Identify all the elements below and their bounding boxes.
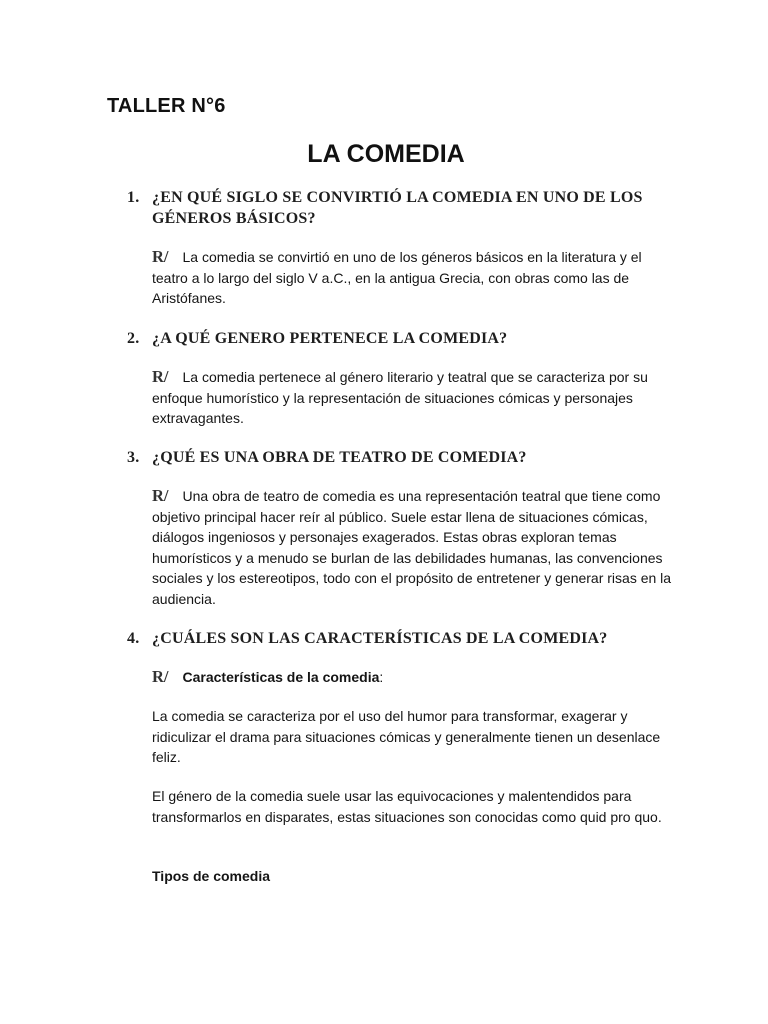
- question-number: 3.: [127, 449, 140, 466]
- answer-text: Una obra de teatro de comedia es una representación teatral que tiene como objetivo principal hacer reír al público. Suele estar llena de situaciones cómicas, diálogos ingeniosos y personajes exagerados. Estas obras exploran temas humorísticos y a menudo se burlan de las debilidades humanas, las convenciones sociales y los estereotipos, todo con el propósito de entretener y generar risas en la audiencia.: [152, 488, 672, 607]
- answer-1: [152, 247, 672, 309]
- characteristics-heading: Características de la comedia: [182, 669, 380, 685]
- question-number: 2.: [127, 330, 140, 347]
- answer-3: [152, 486, 672, 609]
- section-subheading: Tipos de comedia: [152, 868, 270, 884]
- question-text: ¿CUÁLES SON LAS CARACTERÍSTICAS DE LA COMEDIA?: [152, 630, 608, 647]
- page-title: LA COMEDIA: [307, 140, 465, 168]
- answer-text: La comedia pertenece al género literario y teatral que se caracteriza por su enfoque humorístico y la representación de situaciones cómicas y personajes extravagantes.: [152, 369, 648, 426]
- question-text: ¿A QUÉ GENERO PERTENECE LA COMEDIA?: [152, 330, 508, 347]
- answer-marker: R/: [152, 247, 169, 266]
- paragraph: El género de la comedia suele usar las equivocaciones y malentendidos para transformarlos en disparates, estas situaciones son conocidas como quid pro quo.: [152, 788, 662, 825]
- question-4: [127, 628, 657, 649]
- answer-text: La comedia se convirtió en uno de los géneros básicos en la literatura y el teatro a lo largo del siglo V a.C., en la antigua Grecia, con obras como las de Aristófanes.: [152, 249, 642, 306]
- question-text: ¿EN QUÉ SIGLO SE CONVIRTIÓ LA COMEDIA EN UNO DE LOS GÉNEROS BÁSICOS?: [152, 189, 643, 227]
- answer-marker: R/: [152, 486, 169, 505]
- paragraph: La comedia se caracteriza por el uso del humor para transformar, exagerar y ridiculizar el drama para situaciones cómicas y generalmente tienen un desenlace feliz.: [152, 708, 661, 765]
- question-1: [127, 187, 657, 229]
- heading-colon: :: [379, 669, 384, 685]
- answer-marker: R/: [152, 667, 169, 686]
- answer-marker: R/: [152, 367, 169, 386]
- question-text: ¿QUÉ ES UNA OBRA DE TEATRO DE COMEDIA?: [152, 449, 527, 466]
- workshop-label: TALLER N°6: [107, 95, 226, 117]
- question-number: 1.: [127, 189, 140, 206]
- answer-4-heading: [152, 667, 672, 688]
- answer-2: [152, 367, 672, 429]
- question-3: [127, 447, 657, 468]
- question-number: 4.: [127, 630, 140, 647]
- question-2: [127, 328, 657, 349]
